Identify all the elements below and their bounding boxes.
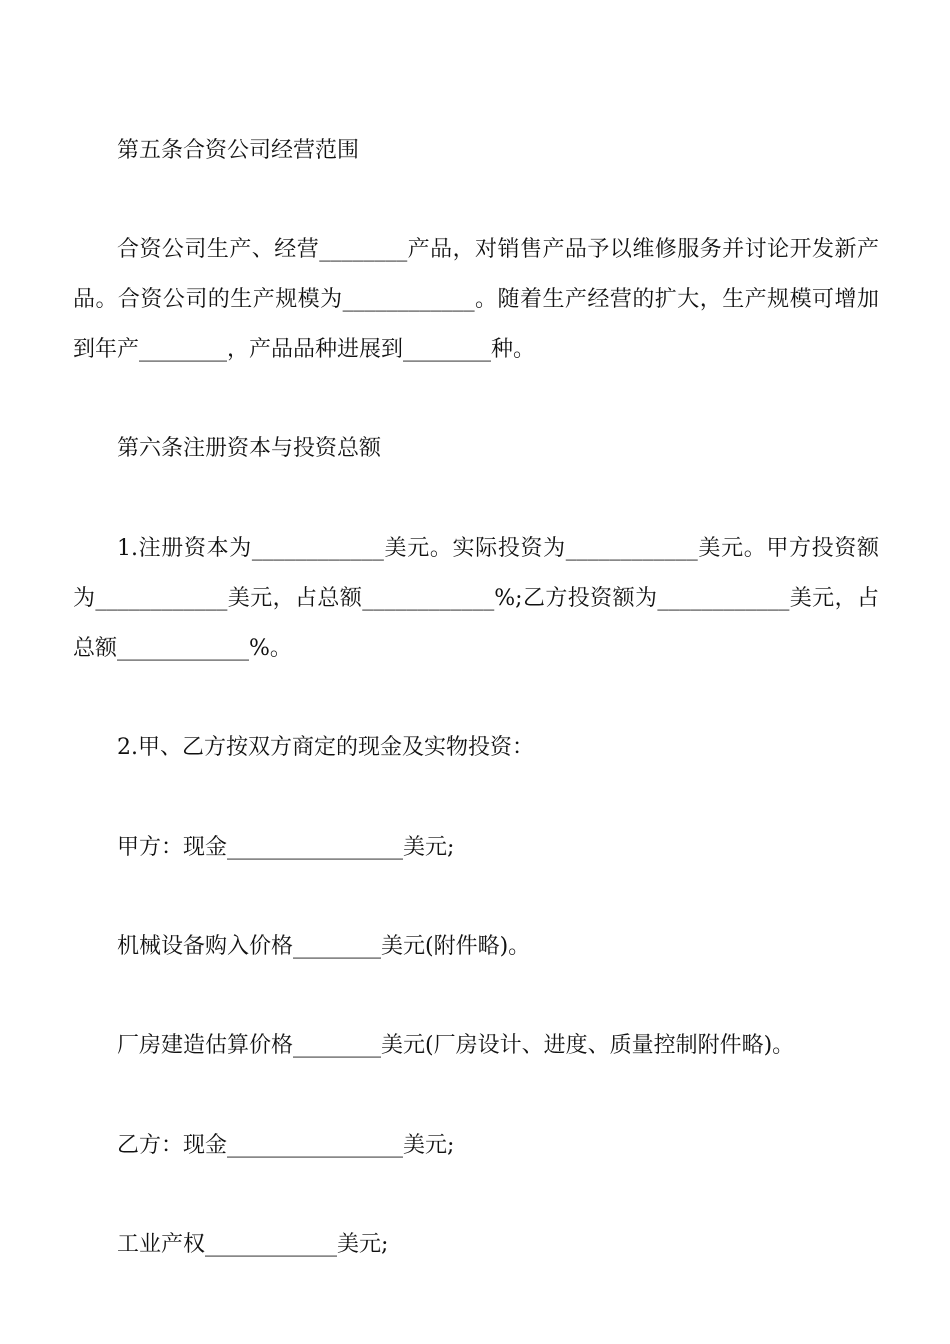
party-b-cash: 乙方：现金________________美元; (117, 1133, 455, 1158)
party-a-machinery: 机械设备购入价格________美元(附件略)。 (117, 934, 531, 959)
party-b-industrial-property: 工业产权____________美元; (117, 1232, 389, 1257)
investment-method-clause: 2.甲、乙方按双方商定的现金及实物投资： (117, 735, 534, 760)
party-a-cash: 甲方：现金________________美元; (117, 835, 455, 860)
article-5-body: 合资公司生产、经营________产品，对销售产品予以维修服务并讨论开发新产品。合资公司的生产规模为____________。随着生产经营的扩大，生产规模可增加到年产________，产品品种进展到________种。 (73, 237, 879, 362)
party-a-factory: 厂房建造估算价格________美元(厂房设计、进度、质量控制附件略)。 (117, 1033, 795, 1058)
article-6-heading: 第六条注册资本与投资总额 (117, 436, 382, 461)
article-5-heading: 第五条合资公司经营范围 (117, 138, 360, 163)
registered-capital-clause: 1.注册资本为____________美元。实际投资为____________美元。甲方投资额为____________美元，占总额____________%;乙方投资额为____________美元，占总额____________%。 (73, 536, 879, 661)
